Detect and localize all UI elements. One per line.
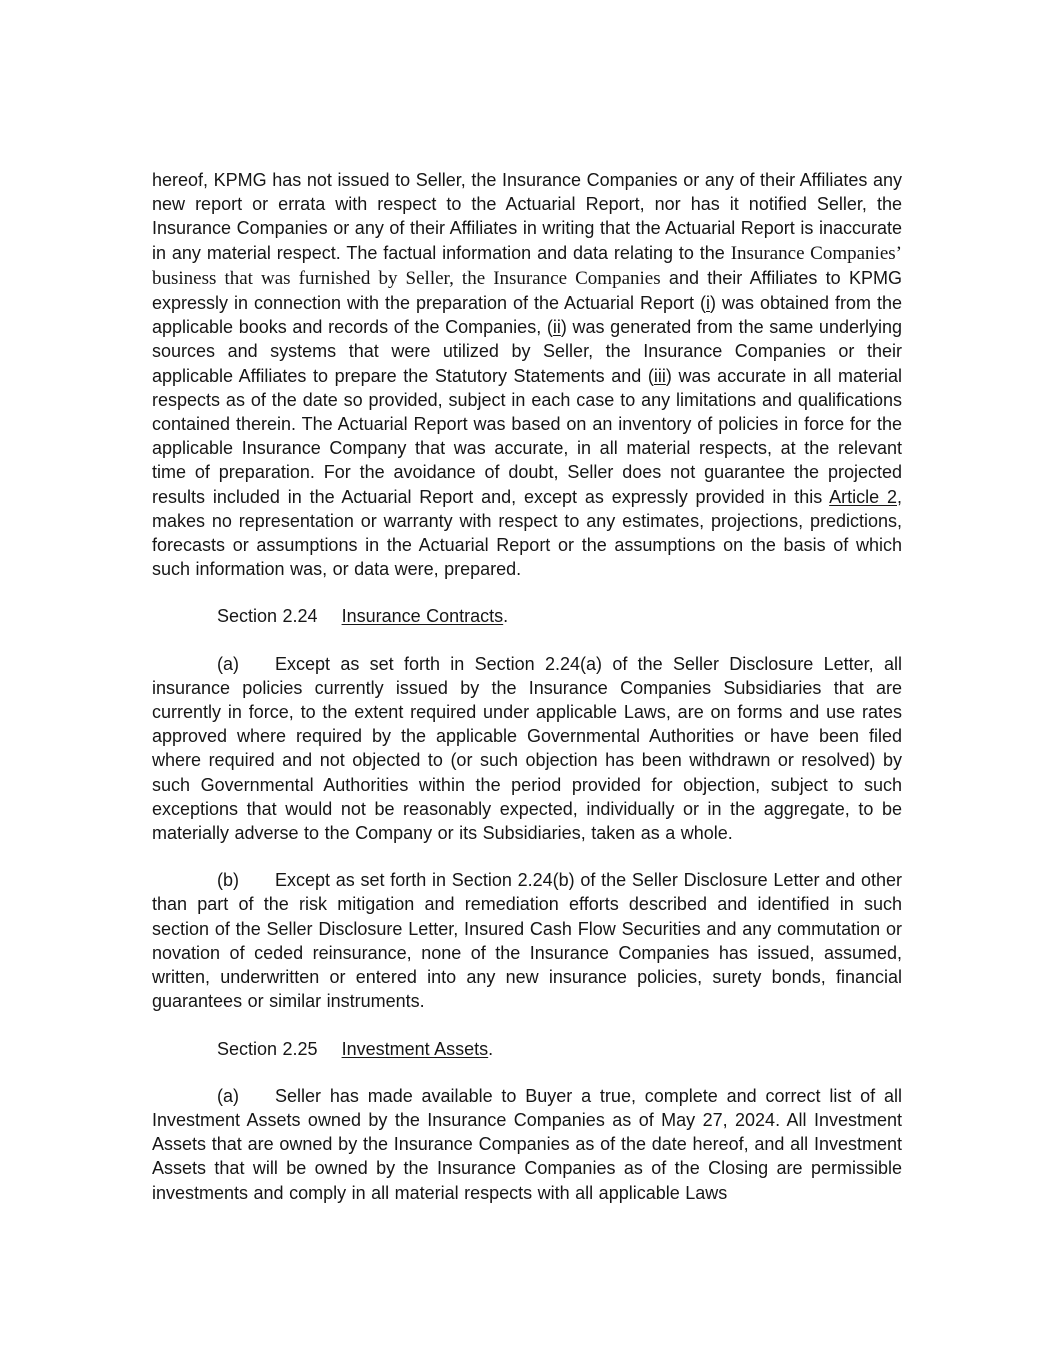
section-heading xyxy=(152,1037,902,1061)
section-heading xyxy=(152,604,902,628)
paragraph-label: (a) xyxy=(217,653,239,674)
section-number: Section 2.25 xyxy=(217,1038,318,1059)
text-run: Except as set forth in Section 2.24(a) of the Seller Disclosure Letter, all insurance policies currently issued by the Insurance Companies Subsidiaries that are currently in force, to the extent required under applicable Laws, are on forms and use rates approved where required by the applicable Governmental Authorities or have been filed where required and not objected to (or such objection has been withdrawn or resolved) by such Governmental Authorities within the period provided for objection, subject to such exceptions that would not be reasonably expected, individually or in the aggregate, to be materially adverse to the Company or its Subsidiaries, taken as a whole. xyxy=(152,653,902,844)
section-title: Insurance Contracts xyxy=(341,606,504,627)
paragraph-label: (a) xyxy=(217,1085,239,1106)
paragraph xyxy=(152,1084,902,1205)
paragraph xyxy=(152,652,902,846)
document-content xyxy=(152,168,902,1205)
text-run: ii xyxy=(552,317,561,338)
text-run: ) was obtained from the applicable books and records of the Companies, ( xyxy=(152,293,902,338)
text-run: i xyxy=(706,293,710,314)
section-number: Section 2.24 xyxy=(217,606,318,627)
text-run: ) was accurate in all material respects as of the date so provided, subject in each case to any limitations and qualifications contained therein. The Actuarial Report was based on an inventory of policies in force for the applicable Insurance Company that was accurate, in all material respects, at the relevant time of preparation. For the avoidance of doubt, Seller does not guarantee the projected results included in the Actuarial Report and, except as expressly provided in this xyxy=(152,365,902,507)
text-run: Seller has made available to Buyer a true, complete and correct list of all Investment Assets owned by the Insurance Companies as of May 27, 2024. All Investment Assets that are owned by the Insurance Companies as of the date hereof, and all Investment Assets that will be owned by the Insurance Companies as of the Closing are permissible investments and comply in all material respects with all applicable Laws xyxy=(152,1085,902,1203)
text-run: hereof, KPMG has not issued to Seller, the Insurance Companies or any of their Affiliates any new report or errata with respect to the Actuarial Report, nor has it notified Seller, the Insurance Companies or any of their Affiliates in writing that the Actuarial Report is inaccurate in any material respect. The factual information and data relating to the xyxy=(152,170,902,263)
section-title: Investment Assets xyxy=(341,1038,489,1059)
section-title-suffix: . xyxy=(503,606,509,627)
text-run: Except as set forth in Section 2.24(b) of the Seller Disclosure Letter and other than part of the risk mitigation and remediation efforts described and identified in such section of the Seller Disclosure Letter, Insured Cash Flow Securities and any commutation or novation of ceded reinsurance, none of the Insurance Companies has issued, assumed, written, underwritten or entered into any new insurance policies, surety bonds, financial guarantees or similar instruments. xyxy=(152,870,902,1012)
text-run: Article 2 xyxy=(829,486,897,507)
text-run: iii xyxy=(653,365,666,386)
text-run: , makes no representation or warranty with respect to any estimates, projections, predictions, forecasts or assumptions in the Actuarial Report or the assumptions on the basis of which such information was, or data were, prepared. xyxy=(152,486,902,580)
text-run: ) was generated from the same underlying sources and systems that were utilized by Seller, the Insurance Companies or their applicable Affiliates to prepare the Statutory Statements and ( xyxy=(152,317,902,386)
text-run: Insurance Companies’ business that was furnished by Seller, the Insurance Companies xyxy=(152,242,902,289)
paragraph xyxy=(152,868,902,1013)
paragraph-label: (b) xyxy=(217,870,239,891)
paragraph xyxy=(152,168,902,581)
section-title-suffix: . xyxy=(488,1038,494,1059)
text-run: and their Affiliates to KPMG expressly in connection with the preparation of the Actuarial Report ( xyxy=(152,267,902,314)
